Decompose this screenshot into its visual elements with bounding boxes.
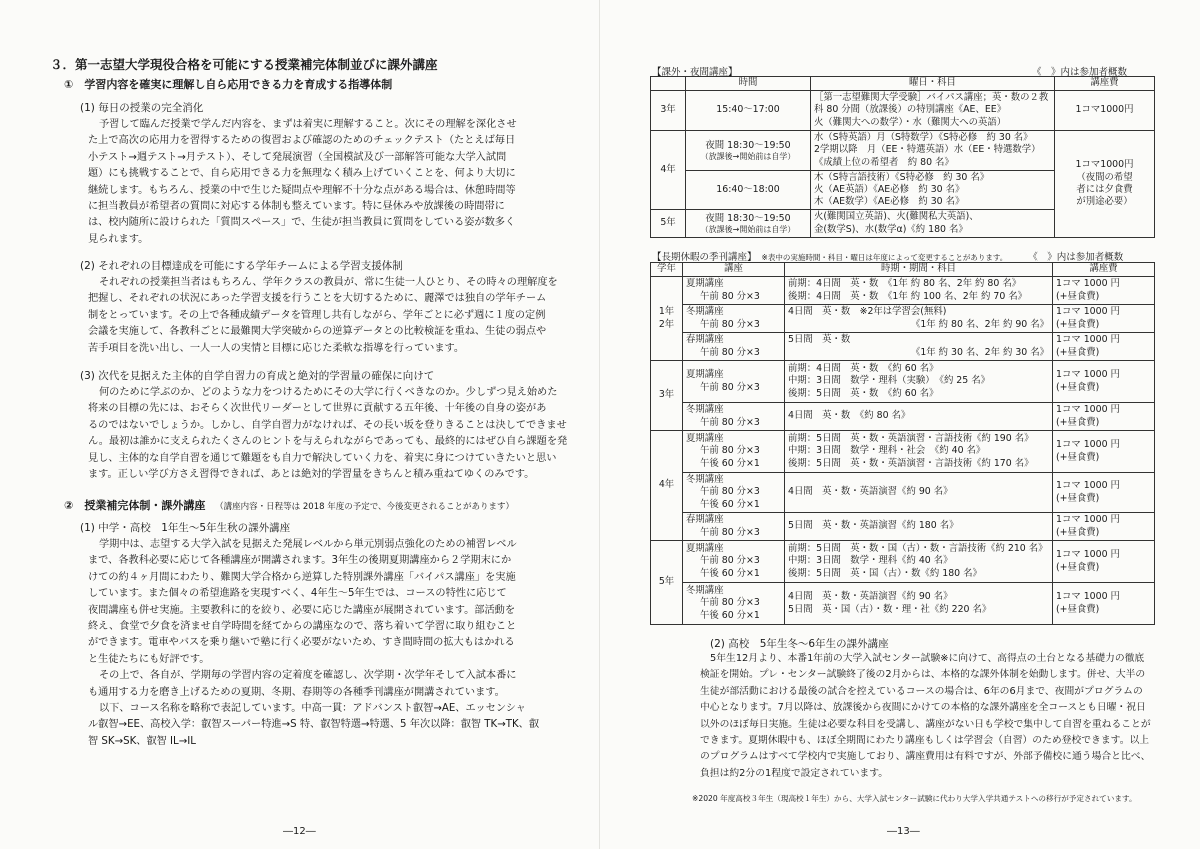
text-line: ができます。電車やバスを乗り継いで塾に行く必要がないため、すき間時間の拡大もはかれる bbox=[88, 637, 515, 649]
seasonal-course-table bbox=[650, 262, 1155, 625]
grade-cell: 5年 bbox=[651, 210, 686, 238]
fee-cell bbox=[1053, 333, 1155, 361]
table-row bbox=[651, 333, 1155, 361]
cell-line: 1コマ 1000 円 bbox=[1056, 334, 1120, 346]
fee-cell bbox=[1053, 541, 1155, 583]
page-number-right: ―13― bbox=[887, 826, 920, 837]
cell-line: が別途必要） bbox=[1076, 196, 1133, 208]
text-line: まで、各教科必要に応じて各種講座が開講されます。3年生の後期夏期講座から２学期末にか bbox=[88, 555, 512, 567]
cell-line: 1コマ 1000 円 bbox=[1056, 591, 1120, 603]
cell-line: 前期：4日間 英・数 《1年 約 80 名、2年 約 80 名》 bbox=[788, 278, 1022, 290]
table2-caption-note: ※表中の実施時間・科目・曜日は年度によって変更することがあります。 bbox=[761, 253, 1008, 262]
table-row bbox=[651, 131, 1155, 171]
cell-line: 夏期講座 bbox=[686, 433, 724, 445]
cell-line: 金(数学S)、水(数学α)《約 180 名》 bbox=[814, 223, 968, 235]
cell-line: 午後 60 分×1 bbox=[700, 567, 760, 579]
paragraph-2 bbox=[88, 275, 558, 357]
cell-line: 後期：5日間 英・国（古）・数《約 180 名》 bbox=[788, 567, 982, 579]
cell-line: 午後 60 分×1 bbox=[700, 609, 760, 621]
course-cell bbox=[683, 541, 785, 583]
course-cell bbox=[683, 403, 785, 431]
cell-line: 5日間 英・国（古）・数・理・社《約 220 名》 bbox=[788, 603, 992, 615]
subject-cell bbox=[811, 171, 1055, 210]
text-line: に担当教員が希望者の質問に対応する体制も整えています。特に昼休みや放課後の時間帯に bbox=[88, 201, 505, 213]
cell-line: 午前 80 分×3 bbox=[700, 381, 760, 393]
course-cell bbox=[683, 277, 785, 305]
para-heading-5: (2) 高校 5年生冬～6年生の課外講座 bbox=[710, 638, 889, 650]
cell-line: 火（AE英語）《AE必修 約 30 名》 bbox=[814, 183, 965, 195]
paragraph-3 bbox=[88, 385, 567, 483]
cell-line: 前期：4日間 英・数 《約 60 名》 bbox=[788, 363, 939, 375]
cell-line: 夏期講座 bbox=[686, 278, 724, 290]
table-header-row bbox=[651, 77, 1155, 91]
table2-note: 《 》内は参加者概数 bbox=[1028, 252, 1124, 263]
text-line: ん。最初は誰かに支えられたくさんのヒントを与えられながらであっても、最終的にはぜひ自ら課題を発 bbox=[88, 436, 568, 448]
table-header-cell: 講座 bbox=[683, 263, 785, 277]
cell-line: 後期：4日間 英・数 《1年 約 100 名、2年 約 70 名》 bbox=[788, 290, 1028, 302]
table-row bbox=[651, 403, 1155, 431]
cell-line: 午前 80 分×3 bbox=[700, 318, 760, 330]
para-heading-2: (2) それぞれの目標達成を可能にする学年チームによる学習支援体制 bbox=[80, 260, 403, 272]
text-line: 見られます。 bbox=[88, 233, 149, 245]
text-line: 生徒が部活動における最後の試合を控えているコースの場合は、6年の6月まで、夜間がプログラムの bbox=[700, 685, 1143, 697]
detail-cell bbox=[785, 361, 1053, 403]
cell-line: 冬期講座 bbox=[686, 474, 724, 486]
cell-line: 1コマ1000円 bbox=[1075, 159, 1134, 171]
table-row bbox=[651, 91, 1155, 131]
text-line: 検証を開始。プレ・センター試験終了後の2月からは、本格的な課外体制を始動します。併せ、大半の bbox=[700, 669, 1146, 681]
cell-line: 1年 bbox=[658, 306, 675, 318]
para-heading-1: (1) 毎日の授業の完全消化 bbox=[80, 102, 204, 114]
cell-line: ［第一志望難関大学受験］バイパス講座；英・数の２教 bbox=[814, 92, 1049, 104]
table-header-cell: 講座費 bbox=[1055, 77, 1155, 91]
table-header-cell: 学年 bbox=[651, 263, 683, 277]
grade-cell bbox=[651, 277, 683, 361]
subject-cell bbox=[811, 91, 1055, 131]
cell-line: 午前 80 分×3 bbox=[700, 445, 760, 457]
course-cell bbox=[683, 333, 785, 361]
cell-line: 夜間 18:30～19:50 bbox=[705, 212, 791, 224]
time-cell: 16:40～18:00 bbox=[686, 171, 811, 210]
cell-line: 中期：3日間 数学・理科・社会 《約 40 名》 bbox=[788, 445, 986, 457]
right-page bbox=[600, 0, 1200, 849]
course-cell bbox=[683, 431, 785, 473]
cell-line: 4日間 英・数・英語演習《約 90 名》 bbox=[788, 591, 953, 603]
subsection-heading-2-label: ② 授業補完体制・課外講座 bbox=[64, 499, 206, 512]
cell-line: 夏期講座 bbox=[686, 543, 724, 555]
text-line: ます。正しい学び方さえ習得できれば、あとは絶対的学習量をきちんと積み重ねてゆくのみです。 bbox=[88, 469, 535, 481]
detail-cell bbox=[785, 305, 1053, 333]
fee-cell bbox=[1053, 513, 1155, 541]
grade-cell: 4年 bbox=[651, 431, 683, 541]
text-line: は、校内随所に設けられた「質問スペース」で、生徒が担当教員に質問をしている姿が数多く bbox=[88, 217, 516, 229]
cell-line: 中期：3日間 数学・理科《約 40 名》 bbox=[788, 555, 953, 567]
text-line: 小テスト→週テスト→月テスト）、そして発展演習（全国模試及び一部解答可能な大学入試問 bbox=[88, 151, 507, 163]
grade-cell: 5年 bbox=[651, 541, 683, 625]
text-line: 会議を実施して、各教科ごとに最難関大学突破からの逆算データとの比較検証を重ね、生徒の弱点や bbox=[88, 326, 547, 338]
cell-line: 午前 80 分×3 bbox=[700, 555, 760, 567]
cell-line: (+昼食費) bbox=[1056, 290, 1100, 302]
fee-cell bbox=[1053, 277, 1155, 305]
cell-line: 前期：5日間 英・数・英語演習・言語技術《約 190 名》 bbox=[788, 433, 1034, 445]
course-cell bbox=[683, 473, 785, 513]
fee-cell bbox=[1053, 583, 1155, 625]
text-line: 将来の目標の先には、おそらく次世代リーダーとして世界に貢献する五年後、十年後の自身の姿があ bbox=[88, 403, 547, 415]
text-line: 以下、コース名称を略称で表記しています。中高一貫：アドバンスト叡智→AE、エッセンシャ bbox=[99, 703, 526, 715]
text-line: と生徒たちにも好評です。 bbox=[88, 653, 210, 665]
table1-note: 《 》内は参加者概数 bbox=[1032, 67, 1128, 78]
fee-cell bbox=[1053, 431, 1155, 473]
cell-line: 水（S特英語）月（S特数学）《S特必修 約 30 名》 bbox=[814, 132, 1033, 144]
table-row bbox=[651, 473, 1155, 513]
cell-line: (+昼食費) bbox=[1056, 381, 1100, 393]
text-line: 終え、食堂で夕食を済ませ自学時間を経てからの講座なので、落ち着いて学習に取り組むこと bbox=[88, 621, 517, 633]
table-row bbox=[651, 541, 1155, 583]
cell-line: 前期：5日間 英・数・国（古）・数・言語技術《約 210 名》 bbox=[788, 543, 1048, 555]
cell-line: 午後 60 分×1 bbox=[700, 457, 760, 469]
detail-cell: 4日間 英・数・英語演習《約 90 名》 bbox=[785, 473, 1053, 513]
cell-line: 2年 bbox=[658, 318, 675, 330]
time-cell bbox=[686, 210, 811, 238]
cell-line: 5日間 英・数 bbox=[788, 334, 851, 346]
paragraph-1 bbox=[88, 117, 517, 248]
cell-line: 科 80 分間（放課後）の特別講座《AE、EE》 bbox=[814, 104, 1007, 116]
text-line: 智 SK→SK、叡智 IL→IL bbox=[88, 735, 196, 747]
cell-line: 中期：3日間 数学・理科（実験） 《約 25 名》 bbox=[788, 375, 990, 387]
text-line: 苦手項目を洗い出し、一人一人の実情と目標に応じた柔軟な指導を行っています。 bbox=[88, 342, 465, 354]
grade-cell: 3年 bbox=[651, 91, 686, 131]
cell-line: 午前 80 分×3 bbox=[700, 486, 760, 498]
cell-line: 冬期講座 bbox=[686, 585, 724, 597]
fee-cell: 1コマ1000円 bbox=[1055, 91, 1155, 131]
table-header-cell: 曜日・科目 bbox=[811, 77, 1055, 91]
table-row bbox=[651, 361, 1155, 403]
cell-line: 者には夕食費 bbox=[1076, 184, 1133, 195]
footnote: ※2020 年度高校３年生（現高校１年生）から、大学入試センター試験に代わり大学入学共通テストへの移行が予定されています。 bbox=[692, 794, 1137, 803]
section-title: ３．第一志望大学現役合格を可能にする授業補完体制並びに課外講座 bbox=[50, 57, 438, 72]
cell-line: 1コマ 1000 円 bbox=[1056, 306, 1120, 318]
cell-line: 冬期講座 bbox=[686, 306, 724, 318]
grade-cell: 3年 bbox=[651, 361, 683, 431]
table-row bbox=[651, 431, 1155, 473]
cell-line: 1コマ 1000 円 bbox=[1056, 404, 1120, 416]
time-cell: 15:40～17:00 bbox=[686, 91, 811, 131]
cell-line: 冬期講座 bbox=[686, 404, 724, 416]
paragraph-5 bbox=[700, 651, 1151, 782]
cell-line: 4日間 英・数 ※2年は学習会(無料) bbox=[788, 306, 947, 318]
cell-line: 火(難関国立英語)、火(難関私大英語)、 bbox=[814, 211, 979, 223]
cell-line: 1コマ 1000 円 bbox=[1056, 514, 1120, 526]
cell-line: 《成績上位の希望者 約 80 名》 bbox=[814, 156, 954, 168]
cell-line: (+昼食費) bbox=[1056, 603, 1100, 615]
table-header-row bbox=[651, 263, 1155, 277]
course-cell bbox=[683, 513, 785, 541]
cell-line: 夜間 18:30～19:50 bbox=[705, 139, 791, 151]
cell-line: (+昼食費) bbox=[1056, 416, 1100, 428]
subject-cell bbox=[811, 131, 1055, 171]
cell-line: 春期講座 bbox=[686, 514, 724, 526]
cell-line: 午前 80 分×3 bbox=[700, 597, 760, 609]
text-line: それぞれの授業担当者はもちろん、学年クラスの教員が、常に生徒一人ひとり、その時々の理解度を bbox=[99, 277, 558, 288]
cell-line: 後期：5日間 英・数 《約 60 名》 bbox=[788, 387, 939, 399]
text-line: できます。夏期休暇中も、ほぼ全期間にわたり講座もしくは学習会（自習）のため登校できます。以上 bbox=[700, 735, 1150, 747]
cell-line: 《1年 約 80 名、2年 約 90 名》 bbox=[910, 318, 1049, 330]
cell-line: 夏期講座 bbox=[686, 369, 724, 381]
cell-line: （放課後→開始前は自学） bbox=[700, 152, 796, 162]
cell-line: (+昼食費) bbox=[1056, 492, 1100, 504]
cell-line: 午後 60 分×1 bbox=[700, 498, 760, 510]
para-heading-4: (1) 中学・高校 1年生～5年生秋の課外講座 bbox=[80, 522, 291, 534]
text-line: 予習して臨んだ授業で学んだ内容を、まずは着実に理解すること。次にその理解を深化させ bbox=[99, 119, 517, 130]
fee-cell bbox=[1055, 131, 1155, 238]
subject-cell bbox=[811, 210, 1055, 238]
cell-line: 木（AE数学）《AE必修 約 30 名》 bbox=[814, 196, 965, 208]
detail-cell: 5日間 英・数・英語演習《約 180 名》 bbox=[785, 513, 1053, 541]
cell-line: 2学期以降 月（EE・特選英語）水（EE・特選数学） bbox=[814, 144, 1041, 156]
table-header-cell: 時間 bbox=[686, 77, 811, 91]
cell-line: （夜間の希望 bbox=[1076, 171, 1133, 183]
cell-line: 1コマ 1000 円 bbox=[1056, 549, 1120, 561]
course-cell bbox=[683, 305, 785, 333]
grade-cell: 4年 bbox=[651, 131, 686, 210]
detail-cell bbox=[785, 583, 1053, 625]
fee-cell bbox=[1053, 473, 1155, 513]
detail-cell: 4日間 英・数 《約 80 名》 bbox=[785, 403, 1053, 431]
cell-line: (+昼食費) bbox=[1056, 318, 1100, 330]
text-line: 以外のほぼ毎日実施。生徒は必要な科目を受講し、講座がない日も学校で集中して自習を重ねることが bbox=[700, 718, 1151, 730]
text-line: 制をとっています。その上で各種成績データを管理し共有しながら、学年ごとに必ず週に１度の定例 bbox=[88, 309, 546, 321]
cell-line: 《1年 約 30 名、2年 約 30 名》 bbox=[910, 346, 1049, 358]
text-line: 題）にも挑戦することで、自ら応用できる力を無理なく積み上げていくことを、何より大切に bbox=[88, 168, 516, 180]
course-cell bbox=[683, 361, 785, 403]
cell-line: 木（S特言語技術）《S特必修 約 30 名》 bbox=[814, 171, 990, 183]
text-line: 何のために学ぶのか、どのような力をつけるためにその大学に行くべきなのか。少しずつ見え始めた bbox=[99, 387, 558, 398]
cell-line: (+昼食費) bbox=[1056, 561, 1100, 573]
detail-cell bbox=[785, 333, 1053, 361]
detail-cell bbox=[785, 541, 1053, 583]
text-line: ル叡智→EE、高校入学：叡智スーパー特進→S 特、叡智特選→特選、5 年次以降：叡智 TK→TK、叡 bbox=[88, 719, 540, 731]
cell-line: 午前 80 分×3 bbox=[700, 416, 760, 428]
table2-caption bbox=[652, 249, 1123, 263]
cell-line: 1コマ 1000 円 bbox=[1056, 369, 1120, 381]
text-line: 中心となります。7月以降は、放課後から夜間にかけての本格的な課外講座を全コースとも日曜・祝日 bbox=[700, 702, 1146, 714]
text-line: その上で、各自が、学期毎の学習内容の定着度を確認し、次学期・次学年そして入試本番に bbox=[99, 670, 517, 682]
cell-line: 1コマ 1000 円 bbox=[1056, 439, 1120, 451]
cell-line: 1コマ 1000 円 bbox=[1056, 480, 1120, 492]
schedule-note: （講座内容・日程等は 2018 年度の予定で、今後変更されることがあります） bbox=[215, 502, 515, 512]
fee-cell bbox=[1053, 361, 1155, 403]
text-line: のプログラムはすべて学校内で実施しており、講座費用は有料ですが、外部予備校に通う場合と比べ、 bbox=[700, 751, 1151, 763]
text-line: 学期中は、志望する大学入試を見据えた発展レベルから単元別弱点強化のための補習レベル bbox=[99, 539, 517, 550]
para-heading-3: (3) 次代を見据えた主体的自学自習力の育成と絶対的学習量の確保に向けて bbox=[80, 370, 435, 382]
cell-line: (+昼食費) bbox=[1056, 451, 1100, 463]
text-line: 把握し、それぞれの状況にあった学習支援を行うことを大切するために、麗澤では独自の学年チーム bbox=[88, 293, 547, 305]
cell-line: 火（難関大への数学）・水（難関大への英語） bbox=[814, 116, 1007, 128]
text-line: 継続します。もちろん、授業の中で生じた疑問点や理解不十分な点がある場合は、休憩時間等 bbox=[88, 184, 516, 196]
table1-caption: 【課外・夜間講座】 bbox=[652, 67, 738, 78]
cell-line: 午前 80 分×3 bbox=[700, 290, 760, 302]
table-row bbox=[651, 583, 1155, 625]
fee-cell bbox=[1053, 403, 1155, 431]
text-line: 見し、主体的な自学自習を通じて難題をも自力で解決していく力を、着実に身につけていきたいと思い bbox=[88, 452, 557, 464]
table-header-cell: 講座費 bbox=[1053, 263, 1155, 277]
text-line: けての約４ヶ月間にわたり、難関大学合格から逆算した特別課外講座「バイパス講座」を実施 bbox=[88, 571, 516, 583]
subsection-heading-2 bbox=[64, 497, 514, 513]
table-header-cell bbox=[651, 77, 686, 91]
table-row bbox=[651, 305, 1155, 333]
cell-line: (+昼食費) bbox=[1056, 526, 1100, 538]
cell-line: (+昼食費) bbox=[1056, 346, 1100, 358]
paragraph-4 bbox=[88, 537, 539, 750]
course-cell bbox=[683, 583, 785, 625]
subsection-heading-1: ① 学習内容を確実に理解し自ら応用できる力を育成する指導体制 bbox=[64, 78, 393, 91]
table-row bbox=[651, 277, 1155, 305]
text-line: 5年生12月より、本番1年前の大学入試センター試験※に向けて、高得点の土台となる基礎力の徹底 bbox=[710, 653, 1145, 664]
time-cell bbox=[686, 131, 811, 171]
text-line: 負担は約2分の1程度で設定されています。 bbox=[700, 767, 889, 779]
table-row bbox=[651, 513, 1155, 541]
cell-line: 春期講座 bbox=[686, 334, 724, 346]
detail-cell bbox=[785, 277, 1053, 305]
evening-course-table bbox=[650, 76, 1155, 238]
text-line: も通用する力を磨き上げるための夏期、冬期、春期等の各種季刊講座が開講されています。 bbox=[88, 686, 505, 698]
cell-line: 午前 80 分×3 bbox=[700, 346, 760, 358]
page-number-left: ―12― bbox=[283, 826, 316, 837]
text-line: るのではないでしょうか。しかし、自学自習力がなければ、その長い坂を登りきることは決してできませ bbox=[88, 419, 567, 431]
cell-line: 午前 80 分×3 bbox=[700, 526, 760, 538]
text-line: た上で高次の応用力を習得するための復習および確認のためのチェックテスト（たとえば毎日 bbox=[88, 135, 516, 147]
table-header-cell: 時期・期間・科目 bbox=[785, 263, 1053, 277]
cell-line: 1コマ 1000 円 bbox=[1056, 278, 1120, 290]
text-line: 夜間講座も併せ実施。主要教科に的を絞り、必要に応じた講座が展開されています。部活動を bbox=[88, 604, 516, 616]
text-line: しています。また個々の希望進路を実現すべく、4年生～5年生では、コースの特性に応じて bbox=[88, 588, 507, 600]
table2-caption-label: 【長期休暇の季刊講座】 bbox=[652, 252, 757, 263]
cell-line: 後期：5日間 英・数・英語演習・言語技術《約 170 名》 bbox=[788, 457, 1034, 469]
cell-line: （放課後→開始前は自学） bbox=[700, 225, 796, 235]
fee-cell bbox=[1053, 305, 1155, 333]
detail-cell bbox=[785, 431, 1053, 473]
